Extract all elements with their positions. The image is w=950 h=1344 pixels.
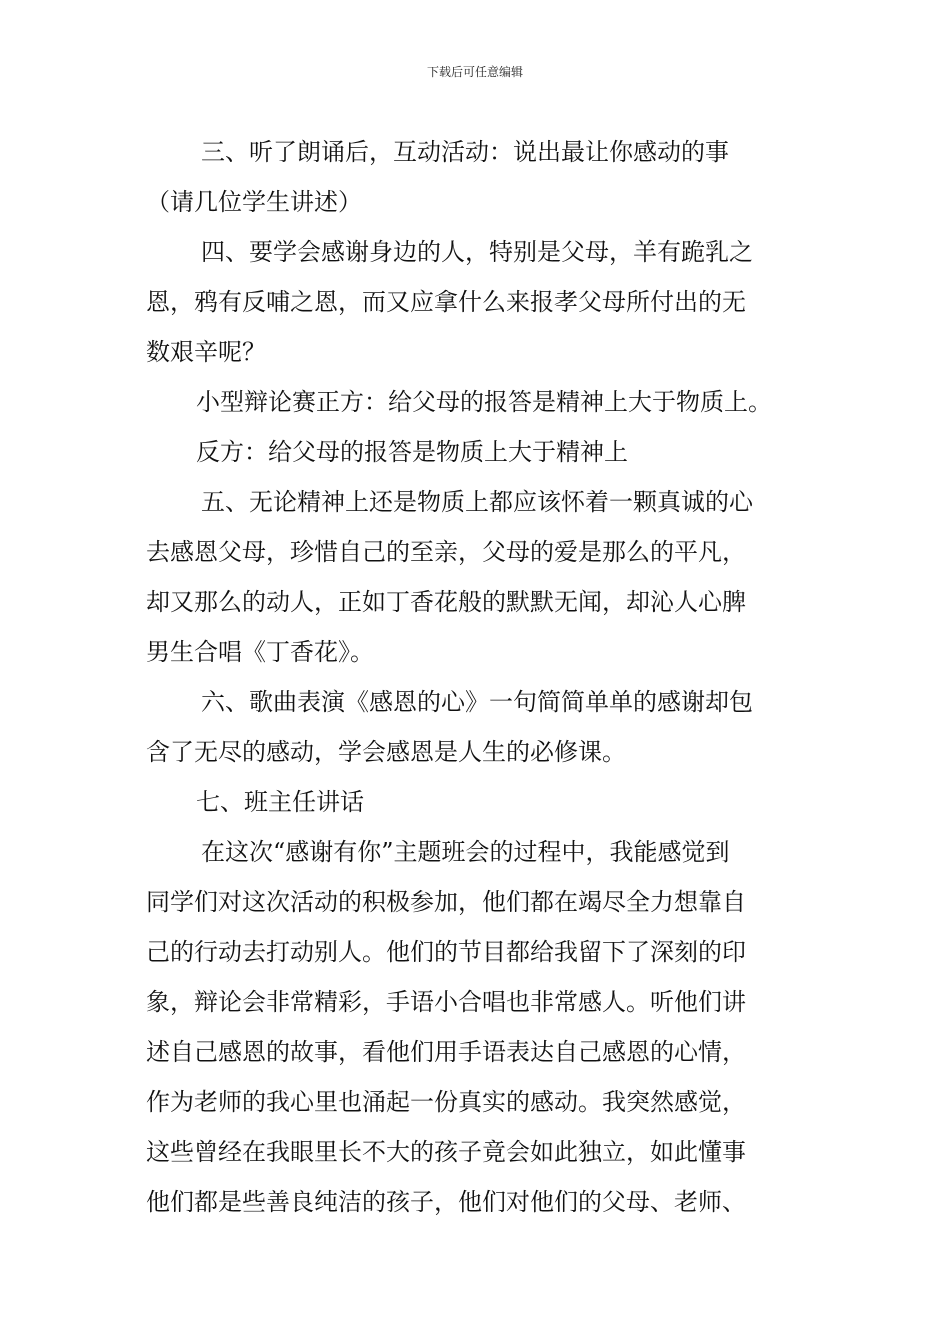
text-line: 这些曾经在我眼里长不大的孩子竟会如此独立，如此懂事 bbox=[146, 1138, 746, 1166]
text-line: 象，辩论会非常精彩，手语小合唱也非常感人。听他们讲 bbox=[146, 988, 746, 1016]
text-line: 他们都是些善良纯洁的孩子，他们对他们的父母、老师、 bbox=[146, 1188, 746, 1216]
text-line: （请几位学生讲述） bbox=[146, 188, 362, 216]
text-line: 七、班主任讲话 bbox=[196, 788, 364, 816]
page-header: 下载后可任意编辑 bbox=[426, 65, 523, 79]
text-line: 六、歌曲表演《感恩的心》一句简简单单的感谢却包 bbox=[201, 688, 753, 716]
text-line: 己的行动去打动别人。他们的节目都给我留下了深刻的印 bbox=[146, 938, 746, 966]
text-line: 同学们对这次活动的积极参加，他们都在竭尽全力想靠自 bbox=[146, 888, 746, 916]
text-line: 含了无尽的感动，学会感恩是人生的必修课。 bbox=[146, 738, 626, 766]
text-line: 作为老师的我心里也涌起一份真实的感动。我突然感觉， bbox=[146, 1088, 746, 1116]
text-line: 四、要学会感谢身边的人，特别是父母，羊有跪乳之 bbox=[201, 238, 753, 266]
text-line: 小型辩论赛正方：给父母的报答是精神上大于物质上。 bbox=[196, 388, 772, 416]
text-line: 三、听了朗诵后，互动活动：说出最让你感动的事 bbox=[201, 138, 729, 166]
text-line: 恩，鸦有反哺之恩，而又应拿什么来报孝父母所付出的无 bbox=[146, 288, 746, 316]
text-line: 去感恩父母，珍惜自己的至亲，父母的爱是那么的平凡， bbox=[146, 538, 746, 566]
text-line: 数艰辛呢？ bbox=[146, 338, 266, 366]
text-line: 却又那么的动人，正如丁香花般的默默无闻，却沁人心脾 bbox=[146, 588, 746, 616]
text-line: 五、无论精神上还是物质上都应该怀着一颗真诚的心 bbox=[201, 488, 753, 516]
text-line: 在这次“感谢有你”主题班会的过程中，我能感觉到 bbox=[201, 838, 730, 866]
text-line: 男生合唱《丁香花》。 bbox=[146, 638, 374, 666]
document-body bbox=[146, 127, 808, 1227]
text-line: 反方：给父母的报答是物质上大于精神上 bbox=[196, 438, 628, 466]
text-line: 述自己感恩的故事，看他们用手语表达自己感恩的心情， bbox=[146, 1038, 746, 1066]
